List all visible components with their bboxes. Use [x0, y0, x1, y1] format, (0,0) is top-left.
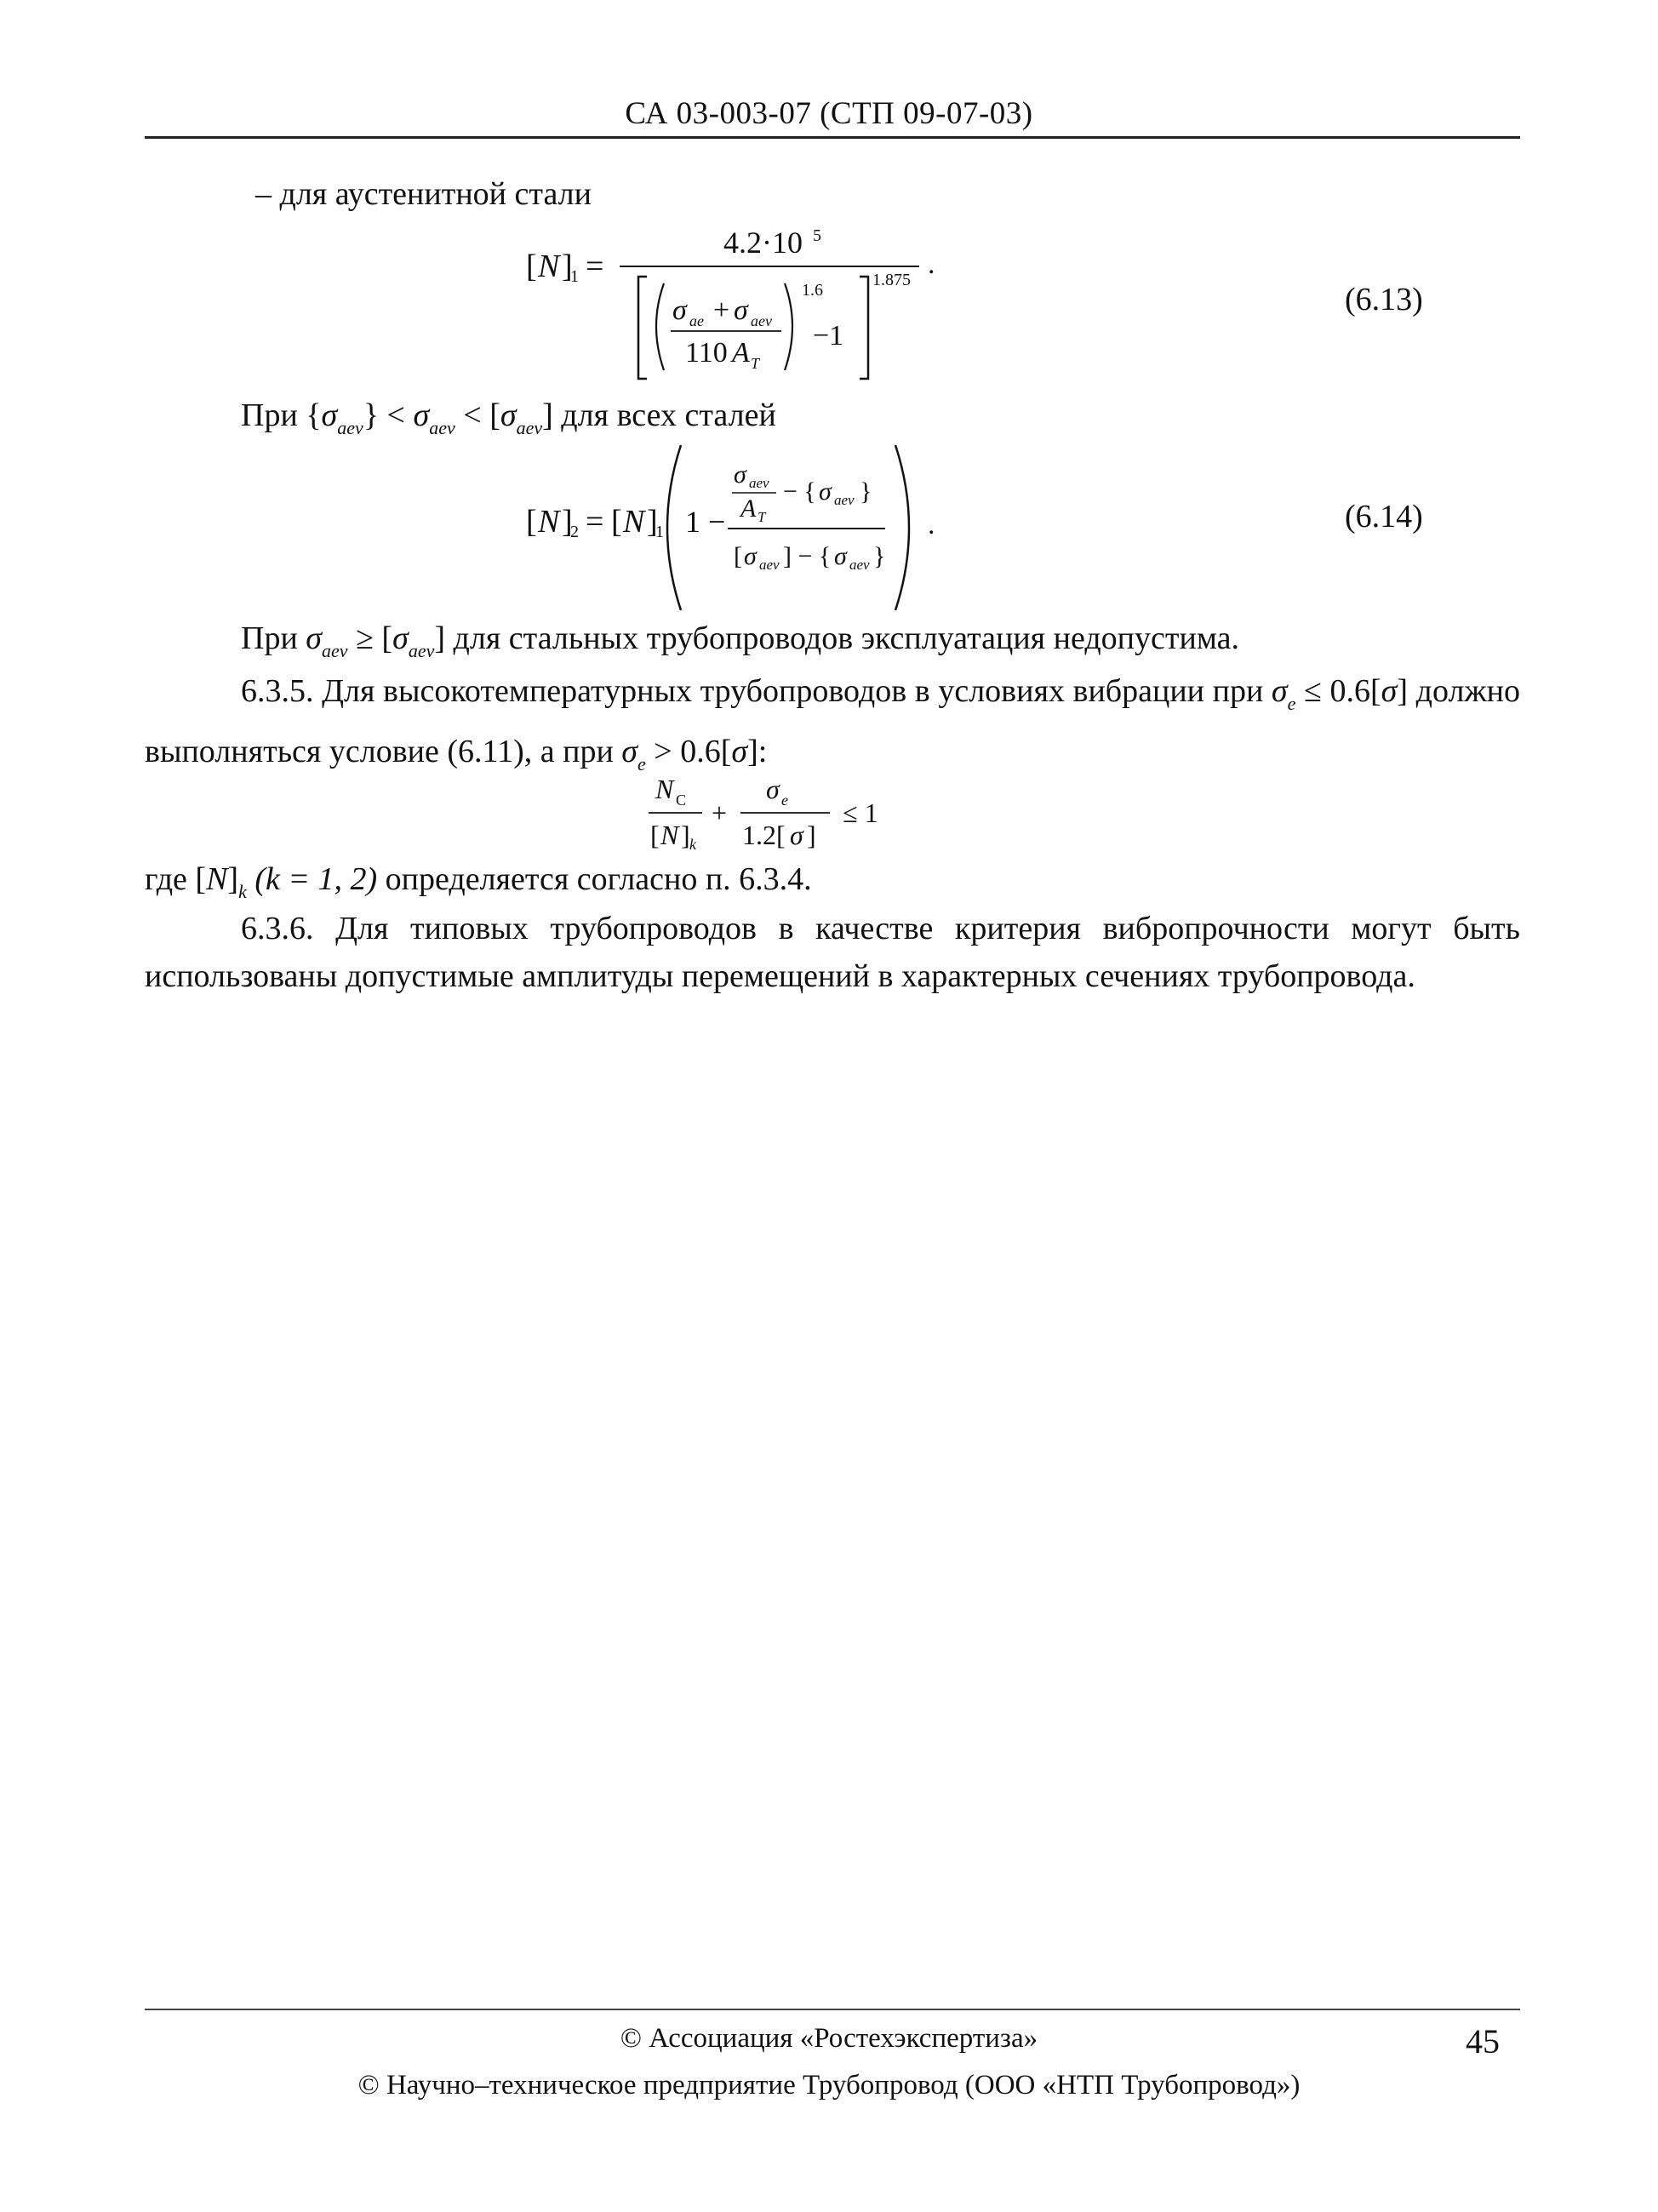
svg-text:σ: σ	[734, 460, 746, 489]
svg-text:1.2[: 1.2[	[742, 820, 786, 850]
svg-text:k: k	[689, 836, 696, 853]
where-k: (k = 1, 2)	[254, 861, 378, 897]
svg-text:− {: − {	[783, 477, 816, 506]
svg-text:aev: aev	[834, 492, 855, 508]
page-number: 45	[1466, 2022, 1500, 2061]
svg-text:N: N	[538, 249, 560, 284]
svg-text:+: +	[713, 294, 730, 326]
condition-inequality: $\{\sigma_{aev}\} < \sigma_{aev} < [\sigma_{aev}]$	[306, 397, 562, 438]
svg-text:]: ]	[681, 820, 690, 850]
svg-text:aev: aev	[749, 475, 769, 491]
svg-text:+: +	[712, 797, 728, 828]
where-post: определяется согласно п. 6.3.4.	[385, 861, 812, 897]
para-635-cond2: $\sigma_e > 0.6[\sigma]$:	[621, 734, 768, 774]
condition-inadmissible	[145, 614, 1520, 675]
svg-text:]: ]	[807, 820, 816, 850]
svg-text:≤ 1: ≤ 1	[843, 797, 878, 828]
condition-post: для всех сталей	[561, 397, 776, 433]
svg-text:1.875: 1.875	[872, 271, 911, 289]
formula-6-14	[511, 438, 953, 617]
svg-text:=: =	[586, 249, 604, 284]
svg-text:aev: aev	[759, 557, 780, 573]
svg-text:]: ]	[562, 249, 573, 284]
svg-text:}: }	[860, 477, 872, 506]
svg-text:σ: σ	[790, 820, 803, 850]
svg-text:σ: σ	[766, 774, 780, 804]
svg-text:=: =	[586, 504, 604, 540]
para-635-text2: должно выполняться условие (6.11), а при	[145, 673, 1521, 769]
svg-text:.: .	[928, 509, 935, 540]
svg-text:2: 2	[570, 523, 579, 541]
svg-text:N: N	[660, 820, 679, 850]
svg-text:−1: −1	[813, 320, 844, 352]
para-635-cond1: $\sigma_e \le 0.6[\sigma]$	[1271, 673, 1409, 714]
equation-number-6-14: (6.14)	[1345, 499, 1423, 534]
footer-association: © Ассоциация «Ростехэкспертиза»	[620, 2023, 1038, 2054]
where-pre: где	[145, 861, 187, 897]
svg-text:N: N	[623, 504, 645, 540]
inadmissible-pre: При	[241, 620, 298, 656]
svg-text:C: C	[676, 792, 687, 809]
svg-text:N: N	[538, 504, 560, 540]
condition-pre: При	[241, 397, 298, 433]
inadmissible-inequality: $\sigma_{aev} \ge [\sigma_{aev}]$	[306, 620, 454, 661]
svg-text:e: e	[781, 792, 788, 809]
svg-text:4.2·10: 4.2·10	[723, 226, 803, 260]
svg-text:σ: σ	[744, 542, 757, 570]
svg-text:1: 1	[570, 267, 579, 286]
svg-text:]: ]	[562, 504, 573, 540]
footer-rule	[145, 2009, 1520, 2010]
where-symbol: $[N]_k$	[195, 861, 247, 902]
inadmissible-post: для стальных трубопроводов эксплуатация недопустима.	[453, 620, 1239, 656]
document-header: СА 03-003-07 (СТП 09-07-03)	[625, 96, 1033, 131]
header-rule	[145, 136, 1520, 139]
svg-text:σ: σ	[734, 294, 748, 326]
paragraph-6-3-6: 6.3.6. Для типовых трубопроводов в качестве критерия вибропрочности могут быть использованы допустимые амплитуды перемещений в характерных сечениях трубопровода.	[145, 911, 1520, 994]
svg-text:aev: aev	[849, 557, 870, 573]
svg-text:]: ]	[647, 504, 658, 540]
svg-text:5: 5	[813, 226, 821, 245]
svg-text:1 −: 1 −	[685, 505, 726, 539]
svg-text:1: 1	[655, 523, 664, 541]
svg-text:σ: σ	[834, 542, 847, 570]
svg-text:1.6: 1.6	[802, 281, 823, 300]
svg-text:N: N	[655, 774, 674, 804]
svg-text:[: [	[526, 504, 537, 540]
svg-text:A: A	[740, 494, 757, 523]
svg-text:T: T	[751, 355, 760, 372]
austenitic-label: – для аустенитной стали	[255, 176, 592, 212]
svg-text:] − {: ] − {	[783, 542, 832, 570]
svg-text:ae: ae	[689, 312, 704, 329]
svg-text:[: [	[526, 249, 537, 284]
formula-6-13	[511, 217, 987, 387]
svg-text:σ: σ	[672, 294, 687, 326]
svg-text:T: T	[758, 509, 766, 525]
svg-text:A: A	[732, 337, 750, 369]
svg-text:σ: σ	[819, 477, 832, 506]
svg-text:[: [	[650, 820, 660, 850]
formula-vibration-criterion	[638, 766, 911, 860]
svg-text:110: 110	[685, 337, 728, 369]
svg-text:}: }	[873, 542, 886, 570]
svg-text:[: [	[611, 504, 622, 540]
equation-number-6-13: (6.13)	[1345, 282, 1423, 317]
para-635-text1: 6.3.5. Для высокотемпературных трубопроводов в условиях вибрации при	[241, 673, 1264, 709]
footer-enterprise: © Научно–техническое предприятие Трубопровод (ООО «НТП Трубопровод»)	[357, 2070, 1301, 2101]
svg-text:aev: aev	[751, 312, 772, 329]
svg-text:[: [	[734, 542, 742, 570]
svg-text:.: .	[928, 249, 935, 280]
